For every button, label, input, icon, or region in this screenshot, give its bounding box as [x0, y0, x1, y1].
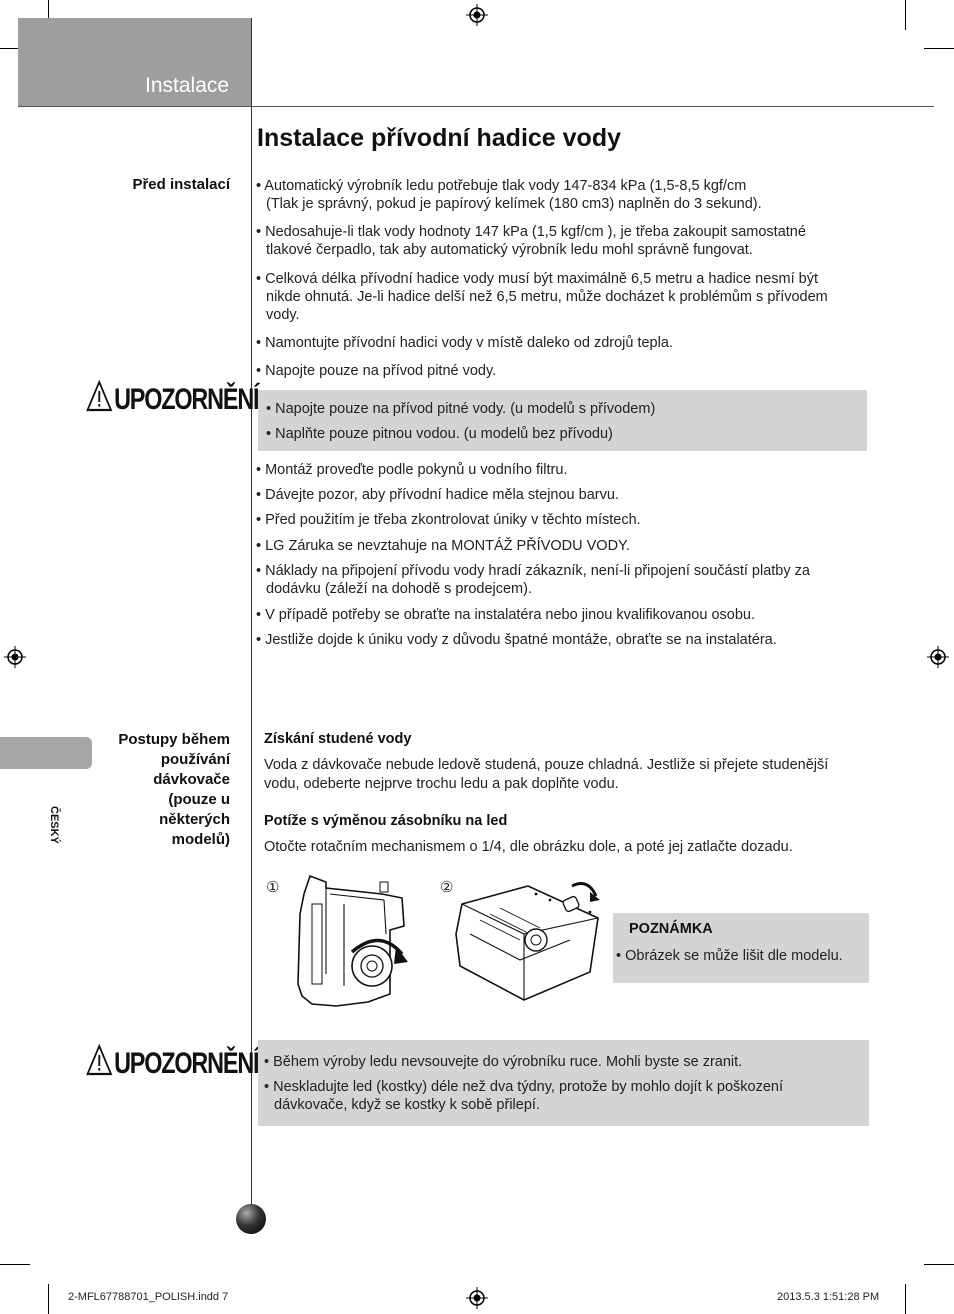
list-item: • Dávejte pozor, aby přívodní hadice měla stejnou barvu. — [256, 487, 619, 503]
crop-mark — [924, 48, 954, 49]
list-item: • Neskladujte led (kostky) déle než dva týdny, protože by mohlo dojít k poškození dávkovače, když se kostky k sobě přilepí. — [264, 1079, 784, 1113]
language-tab — [0, 737, 92, 769]
list-item: • Před použitím je třeba zkontrolovat úniky v těchto místech. — [256, 512, 641, 528]
list-item: • Během výroby ledu nevsouvejte do výrobníku ruce. Mohli byste se zranit. — [264, 1054, 743, 1070]
section-header-label: Instalace — [145, 74, 230, 97]
registration-mark-icon — [927, 646, 949, 668]
page-marker-dot — [236, 1204, 266, 1234]
warning-heading: UPOZORNĚNÍ — [86, 380, 258, 417]
crop-mark — [905, 1284, 906, 1314]
ice-bin-drawing — [450, 874, 610, 1009]
before-install-label: Před instalací — [132, 176, 230, 193]
list-item: • Namontujte přívodní hadici vody v místě daleko od zdrojů tepla. — [256, 335, 673, 351]
list-item: • Montáž proveďte podle pokynů u vodního filtru. — [256, 462, 568, 478]
ice-bin-heading: Potíže s výměnou zásobníku na led — [264, 813, 508, 829]
warning-triangle-icon — [86, 380, 113, 412]
page-title: Instalace přívodní hadice vody — [257, 124, 622, 152]
list-item: • Automatický výrobník ledu potřebuje tlak vody 147-834 kPa (1,5-8,5 kgf/cm (Tlak je správný, pokud je papírový kelímek (180 cm3) naplněn do 3 sekund). — [256, 178, 762, 212]
list-item: • Jestliže dojde k úniku vody z důvodu špatné montáže, obraťte se na instalatéra. — [256, 632, 777, 648]
footer-date: 2013.5.3 1:51:28 PM — [777, 1291, 880, 1303]
dispenser-label: Postupy během používání dávkovače (pouze u některých modelů) — [118, 731, 230, 848]
list-item: • Celková délka přívodní hadice vody musí být maximálně 6,5 metru a hadice nesmí být nikde ohnutá. Je-li hadice delší než 6,5 metru, může docházet k problémům s přívodem vody. — [256, 271, 828, 323]
crop-mark — [924, 1264, 954, 1265]
list-item: • LG Záruka se nevztahuje na MONTÁŽ PŘÍVODU VODY. — [256, 538, 630, 554]
crop-mark — [48, 1284, 49, 1314]
figure-number: ② — [440, 879, 454, 896]
language-label: ČESKÝ — [48, 806, 60, 844]
list-item: • Nedosahuje-li tlak vody hodnoty 147 kPa (1,5 kgf/cm ), je třeba zakoupit samostatné tlakové čerpadlo, tak aby automatický výrobník ledu mohl správně fungovat. — [256, 224, 806, 258]
ice-maker-drawing — [290, 874, 415, 1009]
registration-mark-icon — [466, 1287, 488, 1309]
note-text: • Obrázek se může lišit dle modelu. — [616, 948, 843, 964]
footer-file: 2-MFL67788701_POLISH.indd 7 — [68, 1291, 229, 1303]
note-heading: POZNÁMKA — [629, 921, 713, 937]
cold-water-text: Voda z dávkovače nebude ledově studená, pouze chladná. Jestliže si přejete studenější vodu, odeberte nejprve trochu ledu a pak doplňte vodu. — [264, 757, 829, 792]
list-item: • Napojte pouze na přívod pitné vody. — [256, 363, 497, 379]
registration-mark-icon — [4, 646, 26, 668]
crop-mark — [0, 1264, 30, 1265]
crop-mark — [905, 0, 906, 30]
warning-heading: UPOZORNĚNÍ — [86, 1044, 258, 1081]
list-item: • Náklady na připojení přívodu vody hradí zákazník, není-li připojení součástí platby za dodávku (záleží na dohodě s prodejcem). — [256, 563, 810, 597]
list-item: • V případě potřeby se obraťte na instalatéra nebo jinou kvalifikovanou osobu. — [256, 607, 756, 623]
cold-water-heading: Získání studené vody — [264, 731, 412, 747]
list-item: • Naplňte pouze pitnou vodou. (u modelů bez přívodu) — [266, 426, 613, 442]
warning-triangle-icon — [86, 1044, 113, 1076]
list-item: • Napojte pouze na přívod pitné vody. (u modelů s přívodem) — [266, 401, 656, 417]
header-divider — [18, 106, 934, 107]
ice-bin-text: Otočte rotačním mechanismem o 1/4, dle obrázku dole, a poté jej zatlačte dozadu. — [264, 839, 793, 855]
registration-mark-icon — [466, 4, 488, 26]
figure-number: ① — [266, 879, 280, 896]
